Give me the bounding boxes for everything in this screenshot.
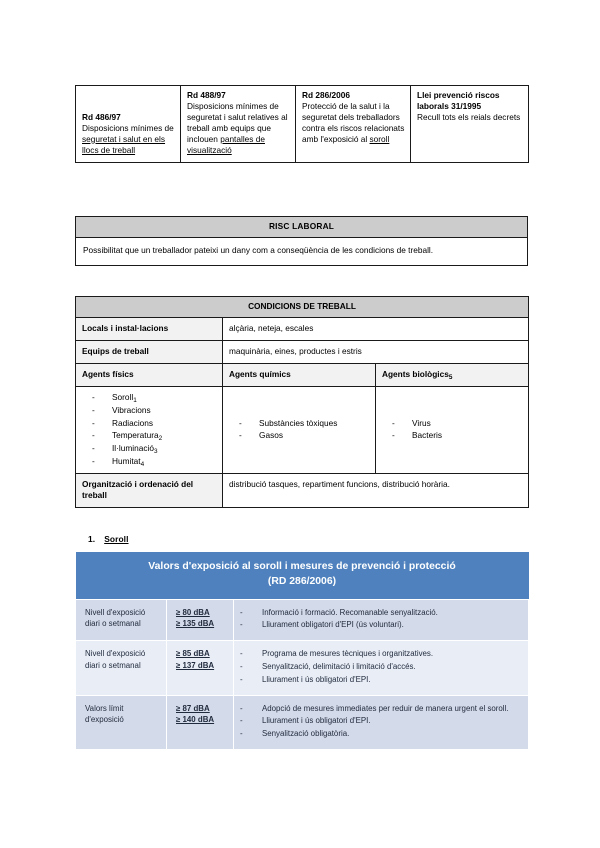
table-row	[76, 552, 529, 599]
rd-title: Rd 286/2006	[302, 90, 350, 100]
agents-biologics-list	[380, 417, 524, 442]
row-value-locals: alçària, neteja, escales	[223, 317, 529, 340]
noise-value: ≥ 85 dBA	[176, 649, 210, 659]
agents-biologics-header	[376, 363, 529, 386]
list-item	[233, 429, 371, 442]
noise-measures	[234, 695, 529, 749]
row-label-locals: Locals i instal·lacions	[76, 317, 223, 340]
list-item	[86, 455, 218, 468]
noise-measures-list	[238, 607, 522, 633]
noise-table-title	[76, 552, 529, 599]
risc-laboral-definition: Possibilitat que un treballador pateixi un dany com a conseqüència de les condicions de treball.	[76, 237, 528, 265]
risc-laboral-header: RISC LABORAL	[76, 217, 528, 238]
soroll-heading-text: Soroll	[104, 534, 129, 544]
list-item-text: Radiacions	[112, 417, 154, 428]
valors-exposicio-soroll-table	[75, 552, 529, 750]
agents-fisics-label: Agents físics	[82, 368, 134, 379]
list-item: - Lliurament obligatori d'EPI (ús voluntari).	[238, 619, 522, 632]
list-item	[86, 391, 218, 404]
noise-measures	[234, 599, 529, 641]
list-item-text: Soroll	[112, 392, 134, 403]
list-item-text: Substàncies tòxiques	[259, 417, 338, 428]
list-item-text: Il·luminació	[112, 443, 154, 454]
rd-body-plain: Recull tots els reials decrets	[417, 111, 521, 122]
list-item-subscript: 1	[133, 397, 137, 405]
agents-quimics-list	[227, 417, 371, 442]
rd-body-underlined: seguretat i salut en els llocs de treball	[82, 133, 166, 155]
list-item-text: Gasos	[259, 430, 283, 441]
agents-biologics-list-cell	[376, 387, 529, 473]
noise-value: ≥ 140 dBA	[176, 714, 215, 724]
risc-laboral-table	[75, 216, 528, 266]
rd-title: Rd 486/97	[82, 111, 121, 122]
agents-quimics-list-cell	[223, 387, 376, 473]
noise-value: ≥ 80 dBA	[176, 607, 210, 617]
rd-body-plain: Protecció de la salut i la seguretat dels treballadors contra els riscos relacionats amb l'exposició al	[302, 100, 405, 144]
list-item: - Senyalització, delimitació i limitació d'accés.	[238, 661, 522, 674]
noise-measures-list	[238, 648, 522, 686]
table-row	[76, 86, 529, 163]
table-row	[76, 387, 529, 473]
rd-body-plain: Disposicions mínimes de	[82, 122, 174, 133]
rd-title: Rd 488/97	[187, 90, 226, 100]
rd-body-underlined: soroll	[369, 133, 390, 144]
noise-values	[167, 599, 234, 641]
table-row	[76, 217, 528, 238]
noise-title-line2: (RD 286/2006)	[267, 575, 337, 587]
table-row	[76, 237, 528, 265]
row-label-equips: Equips de treball	[76, 340, 223, 363]
list-item	[386, 429, 524, 442]
agents-biologics-label: Agents biològics	[382, 368, 449, 379]
list-item-text: Vibracions	[112, 405, 151, 415]
noise-value: ≥ 137 dBA	[176, 660, 215, 670]
row-value-equips: maquinària, eines, productes i estris	[223, 340, 529, 363]
list-item: - Senyalització obligatòria.	[238, 728, 522, 741]
noise-title-line1: Valors d'exposició al soroll i mesures de prevenció i protecció	[148, 561, 456, 572]
agents-quimics-header	[223, 363, 376, 386]
noise-values	[167, 641, 234, 695]
rd-title: Llei prevenció riscos laborals 31/1995	[417, 90, 500, 111]
list-item-subscript: 4	[140, 460, 145, 468]
list-item	[86, 417, 218, 430]
noise-measures-list	[238, 703, 522, 741]
list-item-subscript: 2	[158, 435, 163, 443]
noise-level-label: Nivell d'exposició diari o setmanal	[76, 599, 167, 641]
list-item: - Lliurament i ús obligatori d'EPI.	[238, 674, 522, 687]
agents-quimics-label: Agents químics	[229, 368, 291, 379]
table-row	[76, 340, 529, 363]
noise-level-label: Nivell d'exposició diari o setmanal	[76, 641, 167, 695]
noise-values	[167, 695, 234, 749]
soroll-heading-number: 1.	[88, 534, 96, 544]
list-item-text: Bacteris	[412, 430, 442, 441]
rd-cell-286	[296, 86, 411, 163]
noise-level-label: Valors límit d'exposició	[76, 695, 167, 749]
list-item: - Informació i formació. Recomanable senyalització.	[238, 607, 522, 620]
table-row	[76, 695, 529, 749]
noise-value: ≥ 135 dBA	[176, 618, 215, 628]
agents-fisics-list	[80, 391, 218, 467]
agents-biologics-subscript: 5	[448, 373, 453, 381]
list-item-subscript: 3	[153, 448, 158, 456]
noise-value: ≥ 87 dBA	[176, 703, 210, 713]
list-item	[86, 429, 218, 442]
soroll-section-heading	[88, 534, 129, 544]
agents-fisics-list-cell	[76, 387, 223, 473]
condicions-header: CONDICIONS DE TREBALL	[76, 297, 529, 318]
table-row	[76, 473, 529, 507]
reial-decrets-table	[75, 85, 529, 163]
table-row	[76, 317, 529, 340]
rd-body-underlined: pantalles de visualització	[187, 133, 265, 155]
table-row	[76, 599, 529, 641]
list-item	[233, 417, 371, 430]
agents-fisics-header	[76, 363, 223, 386]
rd-body-plain: Disposicions mínimes de seguretat i salut relatives al treball amb equips que inclouen	[187, 100, 288, 144]
list-item: - Adopció de mesures immediates per reduir de manera urgent el soroll.	[238, 703, 522, 716]
list-item-text: Temperatura	[112, 430, 159, 441]
table-row	[76, 641, 529, 695]
list-item-text: Virus	[412, 417, 431, 428]
rd-cell-llei	[411, 86, 529, 163]
list-item	[86, 404, 218, 417]
list-item-text: Humitat	[112, 455, 141, 466]
row-value-organitzacio: distribució tasques, repartiment funcions, distribució horària.	[223, 473, 529, 507]
row-label-organitzacio: Organització i ordenació del treball	[76, 473, 223, 507]
list-item	[86, 442, 218, 455]
noise-measures	[234, 641, 529, 695]
table-row	[76, 363, 529, 386]
rd-cell-488	[181, 86, 296, 163]
list-item: - Lliurament i ús obligatori d'EPI.	[238, 715, 522, 728]
list-item: - Programa de mesures tècniques i organitzatives.	[238, 648, 522, 661]
list-item	[386, 417, 524, 430]
table-row	[76, 297, 529, 318]
rd-cell-486	[76, 86, 181, 163]
condicions-de-treball-table	[75, 296, 529, 508]
